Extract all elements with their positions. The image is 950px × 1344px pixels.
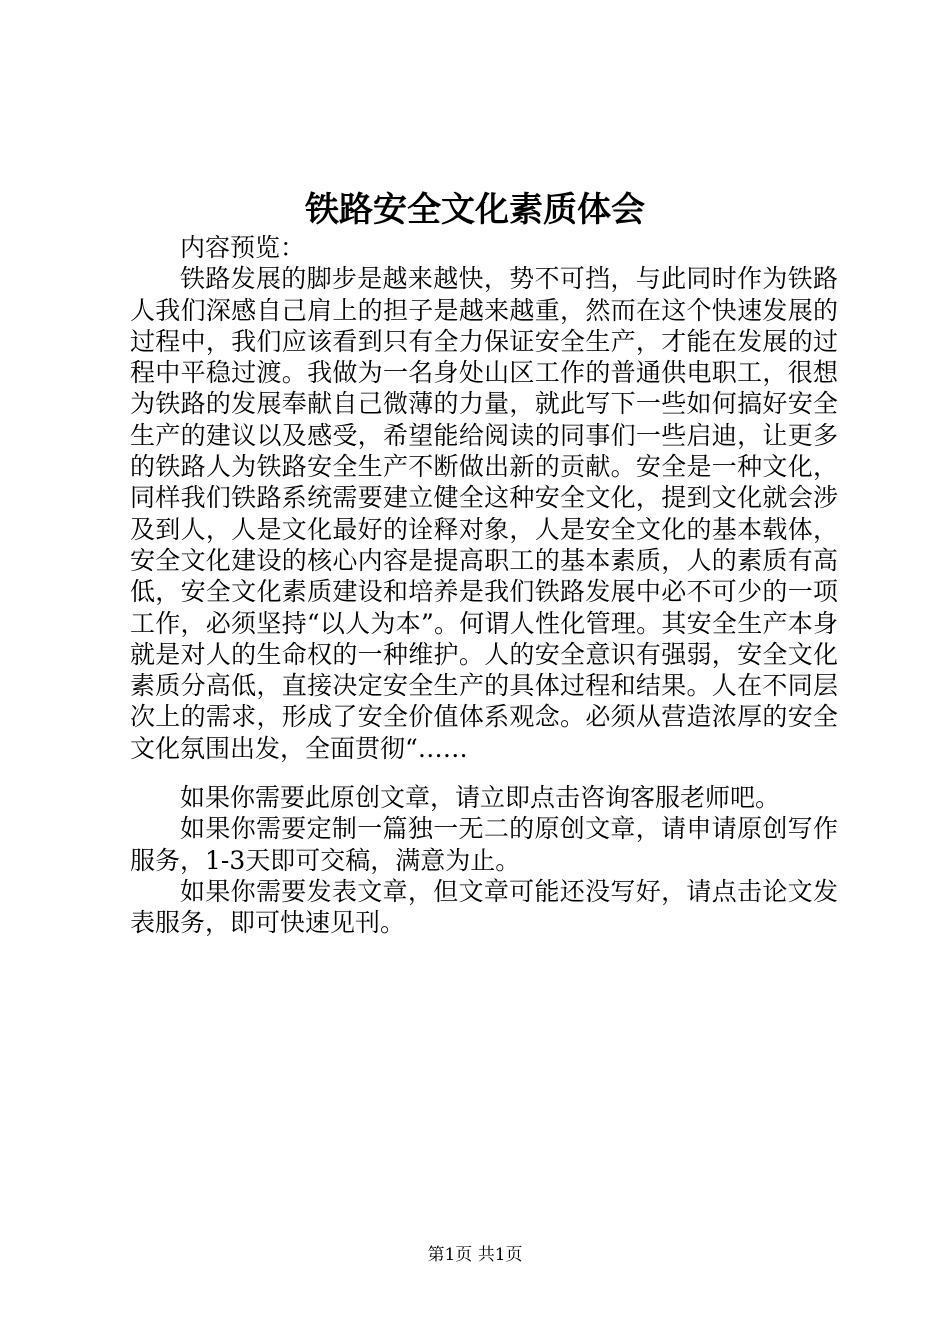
page-title: 铁路安全文化素质体会 [305, 190, 645, 230]
preview-label: 内容预览： [180, 233, 306, 262]
page-footer: 第1页 共1页 [427, 1245, 523, 1265]
promo-paragraph-consult: 如果你需要此原创文章，请立即点击咨询客服老师吧。 [180, 783, 781, 813]
promo-paragraph-publishing: 如果你需要发表文章，但文章可能还没写好，请点击论文发表服务，即可快速见刊。 [130, 876, 838, 938]
body-paragraph: 铁路发展的脚步是越来越快，势不可挡，与此同时作为铁路人我们深感自己肩上的担子是越来越重，然而在这个快速发展的过程中，我们应该看到只有全力保证安全生产，才能在发展的过程中平稳过渡。我做为一名身处山区工作的普通供电职工，很想为铁路的发展奉献自己微薄的力量，就此写下一些如何搞好安全生产的建议以及感受，希望能给阅读的同事们一些启迪，让更多的铁路人为铁路安全生产不断做出新的贡献。安全是一种文化，同样我们铁路系统需要建立健全这种安全文化，提到文化就会涉及到人，人是文化最好的诠释对象，人是安全文化的基本载体，安全文化建设的核心内容是提高职工的基本素质，人的素质有高低，安全文化素质建设和培养是我们铁路发展中必不可少的一项工作，必须坚持“以人为本”。何谓人性化管理。其安全生产本身就是对人的生命权的一种维护。人的安全意识有强弱，安全文化素质分高低，直接决定安全生产的具体过程和结果。人在不同层次上的需求，形成了安全价值体系观念。必须从营造浓厚的安全文化氛围出发，全面贯彻“…… [130, 264, 838, 763]
promo-paragraph-custom-writing: 如果你需要定制一篇独一无二的原创文章，请申请原创写作服务，1-3天即可交稿，满意为止。 [130, 814, 838, 875]
document-content [130, 232, 838, 939]
